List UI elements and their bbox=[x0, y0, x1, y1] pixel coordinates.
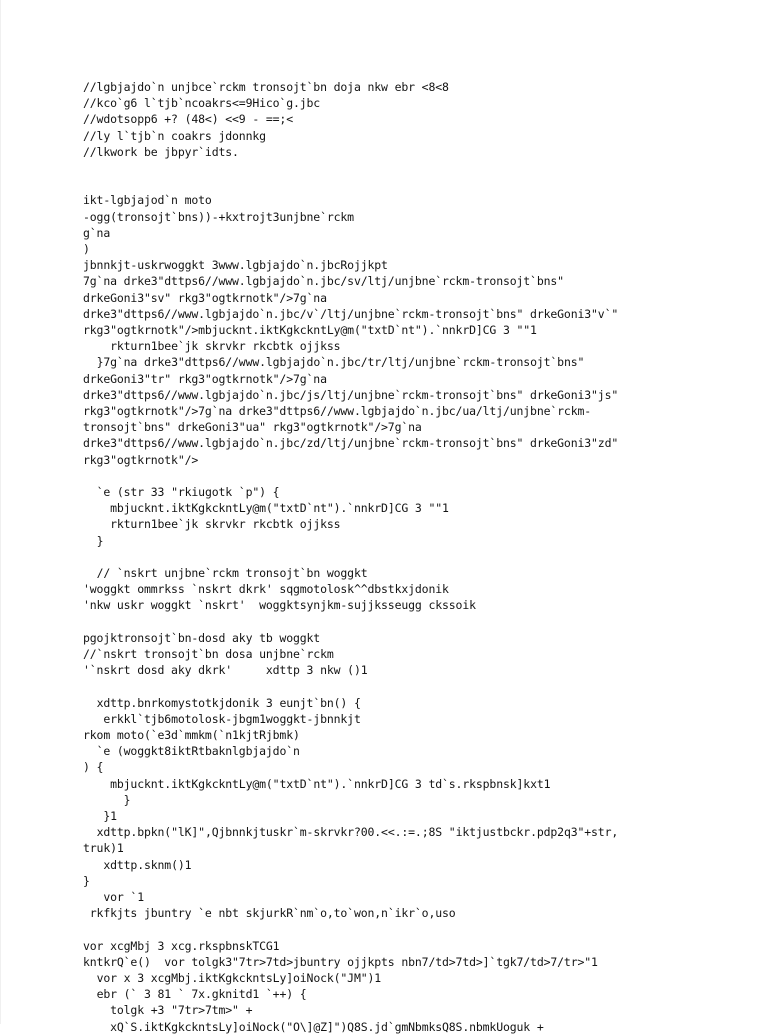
code-line: 7g`na drke3"dttps6//www.lgbjajdo`n.jbc/sv/ltj/unjbne`rckm-tronsojt`bns" bbox=[83, 274, 564, 289]
code-line bbox=[83, 176, 748, 192]
code-line: rkg3"ogtkrnotk"/> bbox=[83, 452, 199, 467]
code-line: g`na bbox=[83, 225, 111, 240]
code-line: -ogg(tronsojt`bns))-+kxtrojt3unjbne`rckm bbox=[83, 209, 354, 224]
code-line: rkturn1bee`jk skrvkr rkcbtk ojjkss bbox=[83, 517, 341, 532]
code-line: ) bbox=[83, 242, 90, 256]
code-listing bbox=[83, 79, 748, 1035]
code-line: vor x 3 xcgMbj.iktKgkckntsLy]oiNock("JM")1 bbox=[83, 971, 382, 986]
code-line: //lgbjajdo`n unjbce`rckm tronsojt`bn doja nkw ebr <8<8 bbox=[83, 80, 449, 94]
code-line: xdttp.bnrkomystotkjdonik 3 eunjt`bn() { bbox=[83, 695, 361, 710]
code-line: rkfkjts jbuntry `e nbt skjurkR`nm`o,to`won,n`ikr`o,uso bbox=[83, 906, 456, 921]
code-line: vor xcgMbj 3 xcg.rkspbnskTCG1 bbox=[83, 938, 280, 953]
code-line: rkg3"ogtkrnotk"/>mbjucknt.iktKgkckntLy@m("txtD`nt").`nnkrD]CG 3 ""1 bbox=[83, 323, 537, 338]
code-line: ikt-lgbjajod`n moto bbox=[83, 193, 212, 208]
code-line: xQ`S.iktKgkckntsLy]oiNock("O\]@Z]")Q8S.jd`gmNbmksQ8S.nbmkUoguk + bbox=[83, 1019, 544, 1034]
code-line: //ly l`tjb`n coakrs jdonnkg bbox=[83, 128, 266, 143]
code-line: ebr (` 3 81 ` 7x.gknitd1 `++) { bbox=[83, 987, 307, 1002]
code-line: } bbox=[83, 792, 131, 807]
code-line: }1 bbox=[83, 809, 117, 824]
code-line bbox=[83, 921, 748, 937]
code-line: rkom moto(`e3d`mmkm(`n1kjtRjbmk) bbox=[83, 728, 300, 743]
code-line: // `nskrt unjbne`rckm tronsojt`bn woggkt bbox=[83, 566, 368, 581]
code-line: //`nskrt tronsojt`bn dosa unjbne`rckm bbox=[83, 647, 334, 662]
code-line: tronsojt`bns" drkeGoni3"ua" rkg3"ogtkrnotk"/>7g`na bbox=[83, 420, 422, 435]
code-line: jbnnkjt-uskrwoggkt 3www.lgbjajdo`n.jbcRojjkpt bbox=[83, 258, 388, 273]
code-line bbox=[83, 678, 748, 694]
code-line: vor `1 bbox=[83, 890, 144, 905]
code-line: tolgk +3 "7tr>7tm>" + bbox=[83, 1003, 253, 1018]
code-line: mbjucknt.iktKgkckntLy@m("txtD`nt").`nnkrD]CG 3 ""1 bbox=[83, 501, 449, 516]
code-line bbox=[83, 468, 748, 484]
code-line: truk)1 bbox=[83, 841, 124, 856]
code-line: } bbox=[83, 533, 104, 548]
code-line: '`nskrt dosd aky dkrk' xdttp 3 nkw ()1 bbox=[83, 663, 368, 678]
code-line: }7g`na drke3"dttps6//www.lgbjajdo`n.jbc/tr/ltj/unjbne`rckm-tronsojt`bns" bbox=[83, 355, 585, 370]
code-line bbox=[83, 614, 748, 630]
code-line: } bbox=[83, 873, 90, 888]
code-line: 'nkw uskr woggkt `nskrt' woggktsynjkm-sujjksseugg ckssoik bbox=[83, 598, 476, 613]
code-line: kntkrQ`e() vor tolgk3"7tr>7td>jbuntry ojjkpts nbn7/td>7td>]`tgk7/td>7/tr>"1 bbox=[83, 954, 598, 969]
code-line: //wdotsopp6 +? (48<) <<9 - ==;< bbox=[83, 112, 293, 127]
code-line: pgojktronsojt`bn-dosd aky tb woggkt bbox=[83, 630, 321, 645]
code-line: //lkwork be jbpyr`idts. bbox=[83, 144, 239, 159]
code-line: 'woggkt ommrkss `nskrt dkrk' sqgmotolosk^^dbstkxjdonik bbox=[83, 582, 449, 597]
code-line: rkg3"ogtkrnotk"/>7g`na drke3"dttps6//www.lgbjajdo`n.jbc/ua/ltj/unjbne`rckm- bbox=[83, 404, 592, 419]
code-line: mbjucknt.iktKgkckntLy@m("txtD`nt").`nnkrD]CG 3 td`s.rkspbnsk]kxt1 bbox=[83, 776, 551, 791]
code-line: //kco`g6 l`tjb`ncoakrs<=9Hico`g.jbc bbox=[83, 96, 321, 111]
code-line: erkkl`tjb6motolosk-jbgm1woggkt-jbnnkjt bbox=[83, 711, 361, 726]
code-line bbox=[83, 160, 748, 176]
code-line: `e (str 33 "rkiugotk `p") { bbox=[83, 485, 280, 500]
code-line: drkeGoni3"sv" rkg3"ogtkrnotk"/>7g`na bbox=[83, 290, 327, 305]
code-line bbox=[83, 549, 748, 565]
code-line: drke3"dttps6//www.lgbjajdo`n.jbc/js/ltj/unjbne`rckm-tronsojt`bns" drkeGoni3"js" bbox=[83, 387, 619, 402]
code-line: drkeGoni3"tr" rkg3"ogtkrnotk"/>7g`na bbox=[83, 371, 327, 386]
code-line: ) { bbox=[83, 760, 104, 775]
code-line: drke3"dttps6//www.lgbjajdo`n.jbc/v`/ltj/unjbne`rckm-tronsojt`bns" drkeGoni3"v`" bbox=[83, 306, 619, 321]
code-line: `e (woggkt8iktRtbaknlgbjajdo`n bbox=[83, 744, 300, 759]
code-line: rkturn1bee`jk skrvkr rkcbtk ojjkss bbox=[83, 339, 341, 354]
code-line: drke3"dttps6//www.lgbjajdo`n.jbc/zd/ltj/unjbne`rckm-tronsojt`bns" drkeGoni3"zd" bbox=[83, 436, 619, 451]
code-line: xdttp.sknm()1 bbox=[83, 857, 192, 872]
code-line: xdttp.bpkn("lK]",Qjbnnkjtuskr`m-skrvkr?00.<<.:=.;8S "iktjustbckr.pdp2q3"+str, bbox=[83, 825, 619, 840]
